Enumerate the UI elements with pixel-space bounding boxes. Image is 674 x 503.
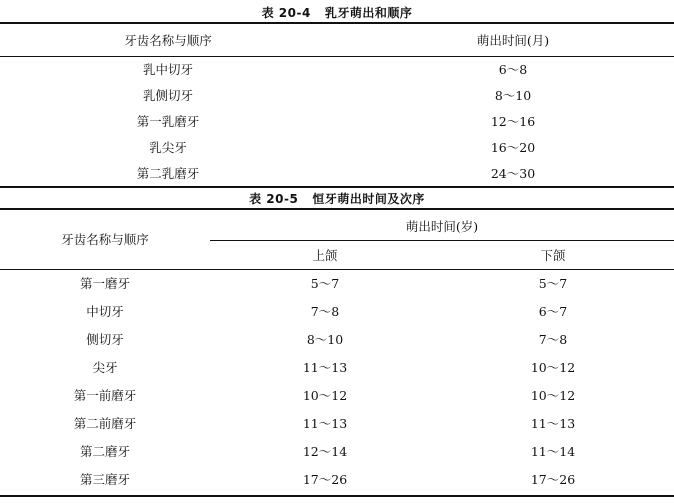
table2-cell-upper: 5～7 xyxy=(310,276,340,291)
table2-cell-lower: 10～12 xyxy=(530,388,576,403)
table1-number: 表 20-4 xyxy=(261,6,311,20)
table2-caption xyxy=(0,190,674,207)
table2-cell-lower: 6～7 xyxy=(538,304,568,319)
table2-cell-name: 第二前磨牙 xyxy=(73,416,137,431)
table2-cell-upper: 11～13 xyxy=(302,416,348,431)
table2-cell-lower: 11～14 xyxy=(530,444,576,459)
table2-cell-upper: 10～12 xyxy=(302,388,348,403)
table1-cell-time: 6～8 xyxy=(498,62,528,77)
table1-cell-name: 乳尖牙 xyxy=(149,140,187,155)
table2-cell-name: 第二磨牙 xyxy=(79,444,130,459)
table2-header-upper: 上颌 xyxy=(312,248,338,263)
table2-cell-lower: 7～8 xyxy=(538,332,568,347)
table2-cell-lower: 10～12 xyxy=(530,360,576,375)
table1-cell-name: 乳侧切牙 xyxy=(142,88,193,103)
table1-cell-time: 8～10 xyxy=(494,88,532,103)
table1-caption xyxy=(0,4,674,21)
table2-header-rule xyxy=(0,269,674,270)
table2-title: 恒牙萌出时间及次序 xyxy=(312,192,425,206)
table2-header-group: 萌出时间(岁) xyxy=(405,219,479,234)
table2-cell-name: 中切牙 xyxy=(86,304,124,319)
table2-cell-name: 第三磨牙 xyxy=(79,472,130,487)
table2-header-lower: 下颌 xyxy=(540,248,566,263)
table2-cell-name: 第一前磨牙 xyxy=(73,388,137,403)
table1-header-rule xyxy=(0,56,674,57)
table2-cell-name: 第一磨牙 xyxy=(79,276,130,291)
table1-cell-time: 24～30 xyxy=(490,166,536,181)
table2-cell-name: 侧切牙 xyxy=(86,332,124,347)
table2-top-rule xyxy=(0,208,674,210)
table2-bottom-rule xyxy=(0,495,674,497)
table2-number: 表 20-5 xyxy=(249,192,299,206)
table1-cell-name: 第一乳磨牙 xyxy=(136,114,200,129)
table2-cell-name: 尖牙 xyxy=(92,360,118,375)
table1-cell-name: 乳中切牙 xyxy=(142,62,193,77)
table1-cell-time: 16～20 xyxy=(490,140,536,155)
table2-cell-lower: 11～13 xyxy=(530,416,576,431)
table2-cell-upper: 8～10 xyxy=(306,332,344,347)
table1-header-name: 牙齿名称与顺序 xyxy=(124,33,212,48)
table2-cell-upper: 12～14 xyxy=(302,444,348,459)
table2-cell-upper: 7～8 xyxy=(310,304,340,319)
table1-cell-time: 12～16 xyxy=(490,114,536,129)
table1-header-time: 萌出时间(月) xyxy=(476,33,550,48)
table2-cell-upper: 17～26 xyxy=(302,472,348,487)
table1-cell-name: 第二乳磨牙 xyxy=(136,166,200,181)
table1-bottom-rule xyxy=(0,186,674,188)
table1-top-rule xyxy=(0,22,674,24)
table2-cell-upper: 11～13 xyxy=(302,360,348,375)
table2-group-rule xyxy=(210,240,674,241)
table2-header-name: 牙齿名称与顺序 xyxy=(61,232,149,247)
table1-title: 乳牙萌出和顺序 xyxy=(324,6,413,20)
table2-cell-lower: 5～7 xyxy=(538,276,568,291)
table2-cell-lower: 17～26 xyxy=(530,472,576,487)
